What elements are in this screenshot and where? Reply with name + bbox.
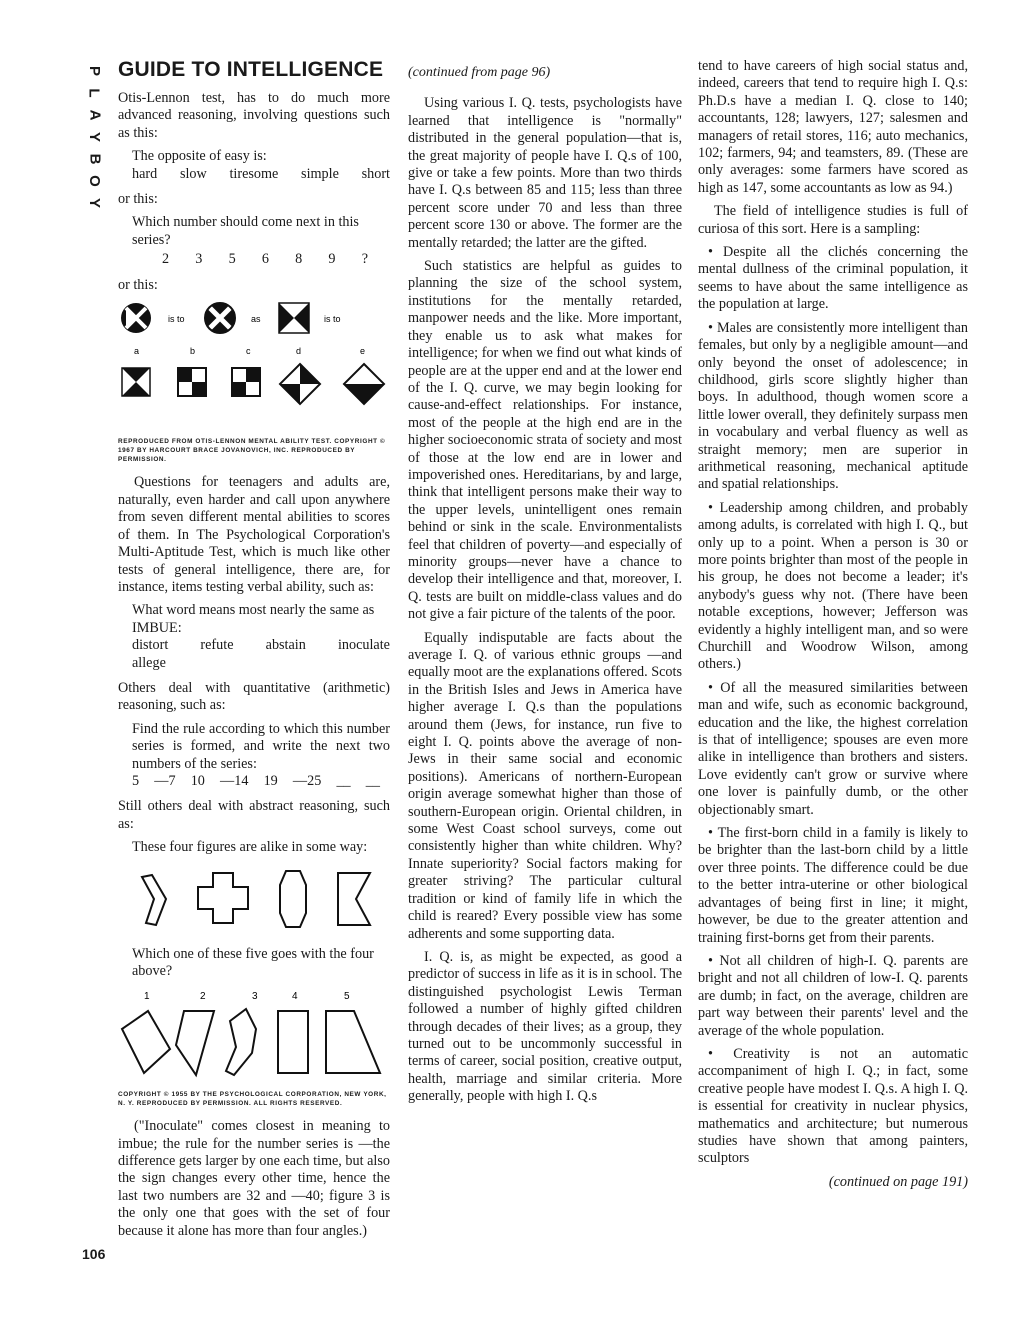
bullet-item: • The first-born child in a family is likely to be brighter than the last-born child by a little over three points. The difference could be due to the better intra-uterine or other biological advantages of being first in line; it might, however, be due to the greater attention and training first-borns get from their parents.: [698, 825, 968, 946]
figure-number: 5: [344, 990, 350, 1002]
analogy-word: as: [251, 314, 261, 325]
bullet-item: • Despite all the clichés concerning the mental dullness of the criminal population, it seems to have about the same intelligence as the population at large.: [698, 244, 968, 313]
figure-credit: COPYRIGHT © 1955 BY THE PSYCHOLOGICAL CORPORATION, NEW YORK, N. Y. REPRODUCED BY PERMISSION. ALL RIGHTS RESERVED.: [118, 1091, 387, 1108]
option-letter: c: [246, 346, 251, 357]
analogy-circle-x-icon: [205, 303, 235, 333]
option: simple: [301, 165, 339, 182]
option: refute: [200, 637, 234, 654]
letter: P: [85, 65, 103, 77]
letter: B: [86, 153, 103, 165]
test-question-easy: [132, 148, 390, 183]
figure-shape: [142, 875, 166, 925]
magazine-name-vertical: [84, 60, 104, 214]
answer-options: [132, 637, 390, 654]
option: abstain: [265, 637, 306, 654]
series-number: —14: [220, 772, 249, 789]
column-3: [698, 58, 968, 1191]
paragraph: Equally indisputable are facts about the average I. Q. of various ethnic groups —and equally moot are the explanations offered. Scots in the British Isles and Jews in America have higher average I. Q.s than the populations around them (Jews, for instance, run five to eight I. Q. points above the average of non-Jews in their same social and economic positions). Americans of northern-European origin average somewhat higher than those of southern-European origin. Oriental children, in some West Coast school surveys, come out consistently higher than white children. Why? Innate superiority? Social factors making for greater striving? The particular cultural tradition or kind of family life in which the child is reared? Every possible view has some adherents and some supporting data.: [408, 629, 682, 942]
series-number: 5: [228, 251, 236, 268]
bullet-item: • Males are consistently more intelligent than females, but only by a negligible amount—and only beyond the onset of adolescence; in childhood, girls score slightly higher than boys. In adulthood, though women score a little lower overall, they definitely surpass men in vocabulary and verbal fluency as well as straight memory; men are superior in arithmetical reasoning, mechanical aptitude and spatial relationships.: [698, 319, 968, 493]
paragraph: Using various I. Q. tests, psychologists have learned that intelligence is "normally" distributed in the general population—that is, the great majority of people have I. Q.s of 100, give or take a few points. More than two thirds have I. Q.s between 85 and 115; less than three percent score under 70 and less than three percent score 130 or above. The former are the mentally retarded; the latter are the gifted.: [408, 95, 682, 251]
connector-text: or this:: [118, 191, 158, 208]
option: distort: [132, 637, 169, 654]
option-b-shape: [178, 368, 206, 396]
letter: Y: [85, 131, 103, 143]
question-text: These four figures are alike in some way:: [132, 839, 368, 856]
series-number: 9: [328, 251, 336, 268]
answer-options: [132, 166, 390, 183]
series-number: 19: [263, 772, 278, 789]
paragraph: Such statistics are helpful as guides to planning the size of the school system, institutions for the mentally retarded, manpower needs and the like. More important, they enable us to ask what makes for intelligence; for when we find out what kinds of people are at the upper end and at the lower end of the I. Q. curve, we may begin looking for cause-and-effect relationships. For instance, most of the people at the high end are in the higher socioeconomic strata of society and most of those at the low end are in lower and impoverished ones. Hereditarians, by and large, think that intelligent persons make their way to the upper levels, unintelligent ones remain behind or sink in the scale. Environmentalists feel that children of poverty—and especially of minority groups—never have a chance to develop their intelligence and that, moreover, I. Q. tests are built on middle-class values and do not give a fair picture of the talents of the poor.: [408, 258, 682, 623]
figure-shape: [226, 1009, 256, 1075]
option: short: [361, 165, 390, 182]
series-number: 2: [162, 251, 170, 268]
paragraph: Others deal with quantitative (arithmetic) reasoning, such as:: [118, 679, 390, 714]
article-headline: GUIDE TO INTELLIGENCE: [118, 58, 384, 81]
series-number: 10: [190, 772, 205, 789]
paragraph: Questions for teenagers and adults are, naturally, even harder and call upon anywhere from seven different mental abilities to scores of them. In The Psychological Corporation's Multi-Aptitude Test, which is much like other tests of general intelligence, there are, for instance, items testing verbal ability, such as:: [118, 474, 390, 595]
series-number: 3: [195, 251, 203, 268]
paragraph: tend to have careers of high social status and, indeed, careers that tend to require high I. Q.s: Ph.D.s have a median I. Q. close to 140; accountants, 128; lawyers, 127; salesmen and managers of retail stores, 116; auto mechanics, 102; farmers, 94; and teamsters, 89. (These are only averages: some farmers have scored as high as 147, some accountants as low as 94.): [698, 58, 968, 196]
option-letter: a: [134, 346, 140, 357]
series-number: —7: [154, 772, 176, 789]
letter: L: [85, 88, 103, 98]
analogy-figure: [118, 300, 390, 428]
option-letter: d: [296, 346, 302, 357]
series-number: 5: [132, 772, 140, 789]
figure-shape: [338, 873, 370, 925]
figure-shape: [278, 1011, 308, 1073]
paragraph: The field of intelligence studies is full of curiosa of this sort. Here is a sampling:: [698, 203, 968, 237]
column-1: [118, 58, 390, 1246]
question-text: The opposite of easy is:: [132, 148, 267, 165]
question-text: Which one of these five goes with the four above?: [132, 946, 374, 980]
figure-number: 3: [252, 990, 258, 1002]
page-number: 106: [82, 1246, 106, 1262]
figure-shape: [176, 1011, 214, 1075]
series-blank: __: [336, 772, 351, 789]
figure-number: 1: [144, 990, 150, 1002]
series-number: —25: [292, 772, 322, 789]
test-question-choose: [132, 946, 390, 981]
analogy-circle-icon: [121, 303, 151, 333]
option-letter: e: [360, 346, 366, 357]
analogy-word: is to: [168, 314, 185, 325]
figure-number: 2: [200, 990, 206, 1002]
letter: A: [86, 109, 103, 121]
paragraph: Still others deal with abstract reasoning, such as:: [118, 798, 390, 832]
figure-shape: [326, 1011, 380, 1073]
question-text: What word means most nearly the same as IMBUE:: [132, 602, 375, 636]
analogy-bowtie-icon: [279, 303, 309, 333]
paragraph: I. Q. is, as might be expected, as good a predictor of success in life as it is in school. The distinguished psychologist Lewis Terman followed a number of highly gifted children through decades of their lives; as a group, they turned out to be uncommonly successful in terms of career, social position, creative output, health, marriage and similar criteria. More generally, people with high I. Q.s: [408, 948, 682, 1105]
four-figures: [118, 865, 390, 935]
letter: O: [85, 175, 103, 187]
number-series: [132, 251, 390, 268]
series-number: ?: [361, 251, 368, 268]
number-series: [132, 773, 390, 790]
letter: Y: [85, 197, 103, 209]
option-letter: b: [190, 346, 196, 357]
series-number: 6: [261, 251, 269, 268]
figure-shape: [280, 871, 306, 927]
connector-text: or this:: [118, 276, 158, 293]
figure-credit: REPRODUCED FROM OTIS-LENNON MENTAL ABILITY TEST. COPYRIGHT © 1967 BY HARCOURT BRACE JOVANOVICH, INC. REPRODUCED BY PERMISSION.: [118, 438, 386, 464]
paragraph: Otis-Lennon test, has to do much more advanced reasoning, involving questions such as this:: [118, 90, 390, 141]
option-c-shape: [232, 368, 260, 396]
option-e-shape: [344, 364, 384, 404]
question-text: Which number should come next in this series?: [132, 214, 359, 248]
column-2: [408, 58, 682, 1112]
continued-on-note: (continued on page 191): [828, 1173, 968, 1190]
figure-shape: [198, 873, 248, 923]
series-blank: __: [365, 772, 380, 789]
bullet-item: • Creativity is not an automatic accompaniment of high I. Q.; in fact, some creative people have modest I. Q.s. A high I. Q. is essential for creativity in nuclear physics, mathematics and architecture; but numerous studies have shown that among painters, sculptors: [698, 1045, 968, 1167]
test-question-imbue: [132, 602, 390, 672]
question-text: Find the rule according to which this number series is formed, and write the next two numbers of the series:: [132, 720, 390, 772]
option-a-shape: [122, 368, 150, 396]
test-question-series: [132, 214, 390, 268]
option: slow: [179, 165, 207, 182]
figure-number: 4: [292, 990, 298, 1002]
continued-from-note: (continued from page 96): [408, 65, 551, 80]
analogy-word: is to: [324, 314, 341, 325]
bullet-item: • Leadership among children, and probably among adults, is correlated with high I. Q., but only up to a point. When a person is 30 or more points brighter than most of the people in his group, he does not become a leader; it's anybody's guess why not. (There have been notable exceptions, however; Jefferson was evidently a highly intelligent man, and so were Churchill and Woodrow Wilson, among others.): [698, 499, 968, 673]
five-figures: [118, 989, 390, 1081]
option: allege: [132, 654, 166, 671]
option: tiresome: [229, 165, 279, 182]
option: inoculate: [337, 637, 390, 654]
test-question-figures: [132, 839, 390, 856]
test-question-arithmetic: [132, 721, 390, 791]
option-d-shape: [280, 364, 320, 404]
figure-shape: [122, 1011, 170, 1073]
bullet-item: • Not all children of high-I. Q. parents are bright and not all children of low-I. Q. parents are dumb; in fact, on the average, children are part way between their parents' level and the average of the whole population.: [698, 952, 968, 1039]
option: hard: [132, 165, 158, 182]
bullet-item: • Of all the measured similarities between man and wife, such as economic background, education and the like, the highest correlation is that of intelligence; spouses are even more alike in intelligence than brothers and sisters. Love evidently can't grow or survive where one lover is painfully dumb, or the other objectionably smart.: [698, 679, 968, 818]
series-number: 8: [295, 251, 303, 268]
paragraph: ("Inoculate" comes closest in meaning to imbue; the rule for the number series is —the difference gets larger by one each time, but also the sign changes every other time, hence the last two numbers are 32 and —40; figure 3 is the only one that goes with the set of four because it alone has more than four angles.): [118, 1118, 390, 1239]
